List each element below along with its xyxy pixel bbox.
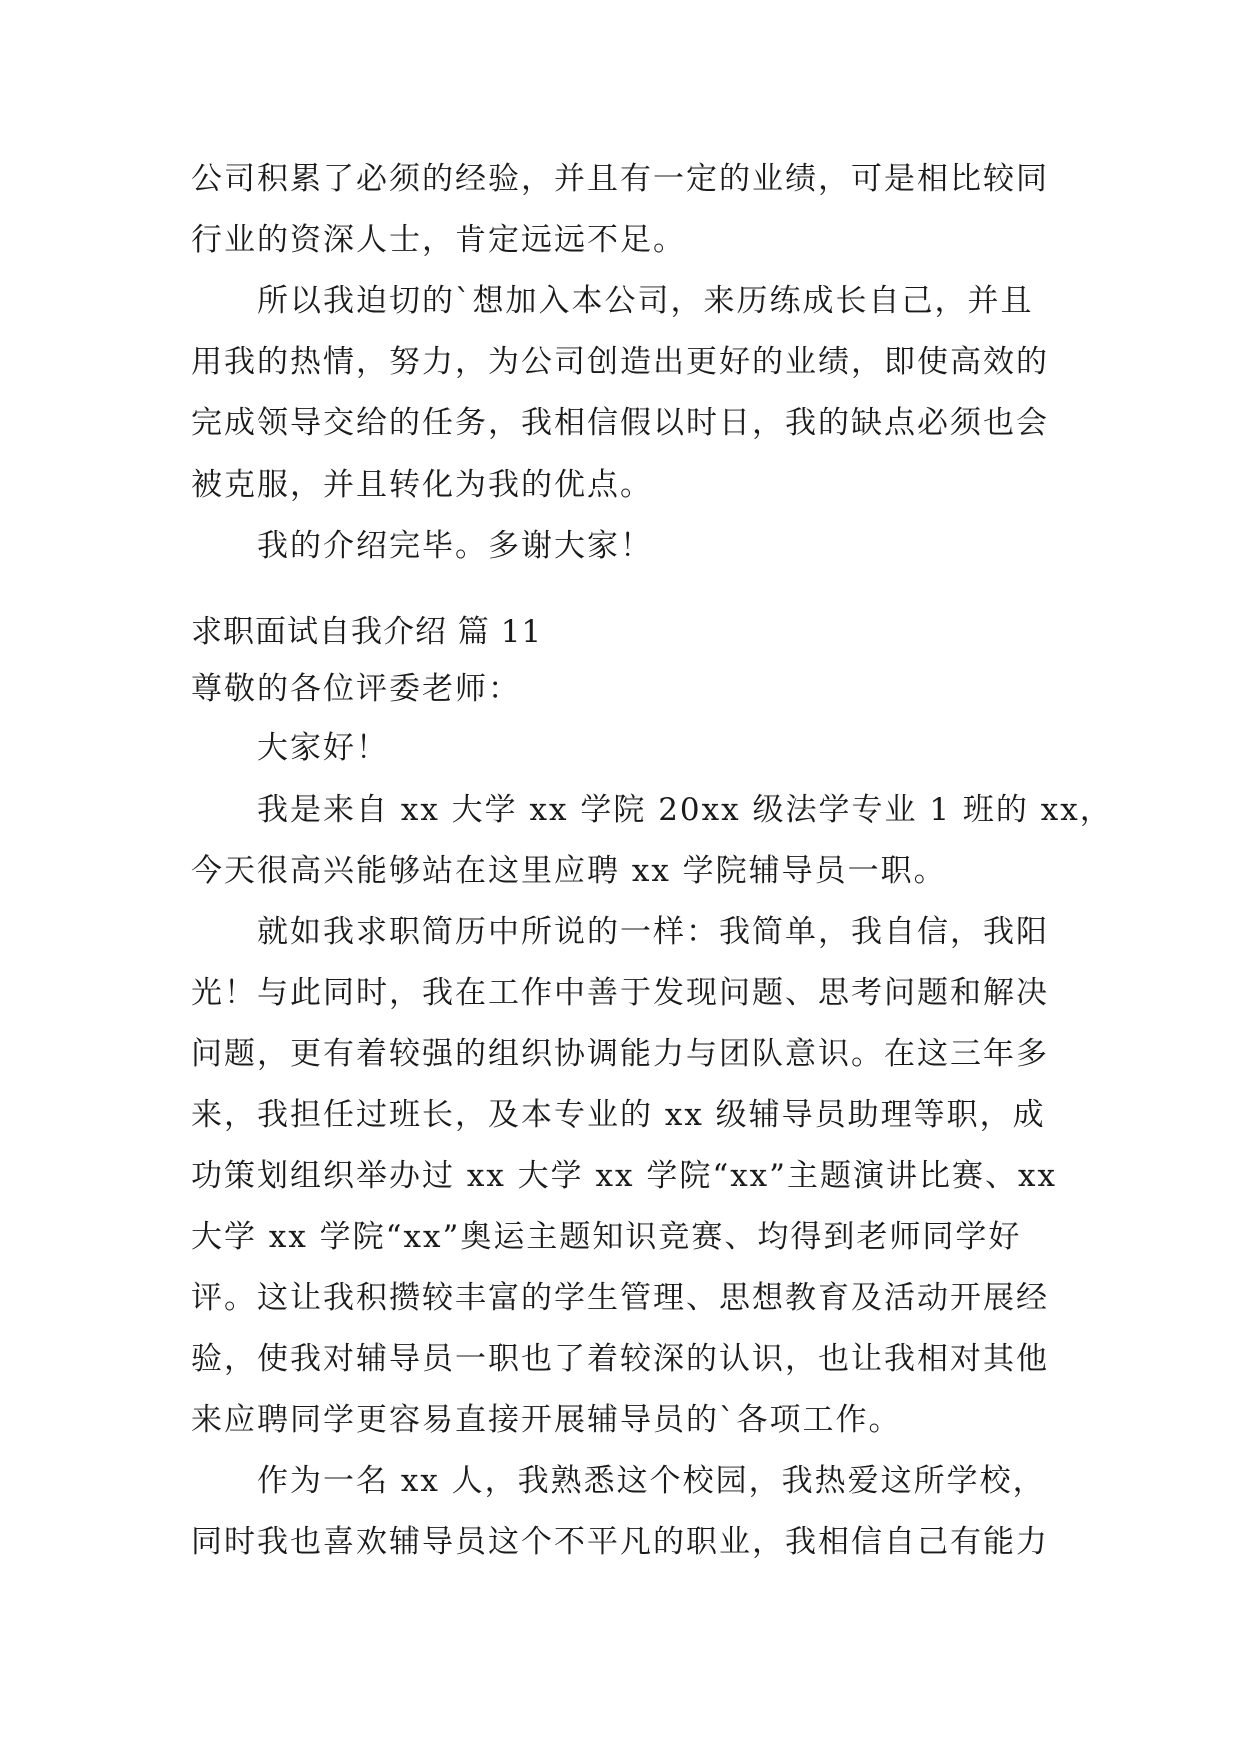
paragraph-line: 大学 xx 学院“xx”奥运主题知识竞赛、均得到老师同学好 bbox=[191, 1219, 1022, 1255]
salutation-line: 尊敬的各位评委老师： bbox=[191, 671, 521, 707]
paragraph-line: 就如我求职简历中所说的一样：我简单，我自信，我阳 bbox=[257, 914, 1049, 950]
paragraph-line: 我的介绍完毕。多谢大家！ bbox=[257, 528, 653, 564]
greeting-line: 大家好！ bbox=[257, 730, 389, 766]
section-heading: 求职面试自我介绍 篇 11 bbox=[191, 614, 543, 650]
paragraph-line: 来，我担任过班长，及本专业的 xx 级辅导员助理等职，成 bbox=[191, 1097, 1046, 1133]
paragraph-line: 问题，更有着较强的组织协调能力与团队意识。在这三年多 bbox=[191, 1036, 1049, 1072]
paragraph-line: 评。这让我积攒较丰富的学生管理、思想教育及活动开展经 bbox=[191, 1280, 1049, 1316]
paragraph-line: 行业的资深人士，肯定远远不足。 bbox=[191, 222, 686, 258]
paragraph-line: 光！与此同时，我在工作中善于发现问题、思考问题和解决 bbox=[191, 975, 1049, 1011]
paragraph-line: 所以我迫切的`想加入本公司，来历练成长自己，并且 bbox=[257, 283, 1034, 319]
paragraph-line: 我是来自 xx 大学 xx 学院 20xx 级法学专业 1 班的 xx， bbox=[257, 792, 1113, 828]
paragraph-line: 今天很高兴能够站在这里应聘 xx 学院辅导员一职。 bbox=[191, 853, 947, 889]
paragraph-line: 来应聘同学更容易直接开展辅导员的`各项工作。 bbox=[191, 1402, 902, 1438]
paragraph-line: 作为一名 xx 人，我熟悉这个校园，我热爱这所学校， bbox=[257, 1463, 1046, 1499]
paragraph-line: 验，使我对辅导员一职也了着较深的认识，也让我相对其他 bbox=[191, 1341, 1049, 1377]
paragraph-line: 同时我也喜欢辅导员这个不平凡的职业，我相信自己有能力 bbox=[191, 1524, 1049, 1560]
paragraph-line: 公司积累了必须的经验，并且有一定的业绩，可是相比较同 bbox=[191, 161, 1049, 197]
paragraph-line: 被克服，并且转化为我的优点。 bbox=[191, 467, 653, 503]
paragraph-line: 用我的热情，努力，为公司创造出更好的业绩，即使高效的 bbox=[191, 344, 1049, 380]
paragraph-line: 完成领导交给的任务，我相信假以时日，我的缺点必须也会 bbox=[191, 405, 1049, 441]
paragraph-line: 功策划组织举办过 xx 大学 xx 学院“xx”主题演讲比赛、xx bbox=[191, 1158, 1057, 1194]
